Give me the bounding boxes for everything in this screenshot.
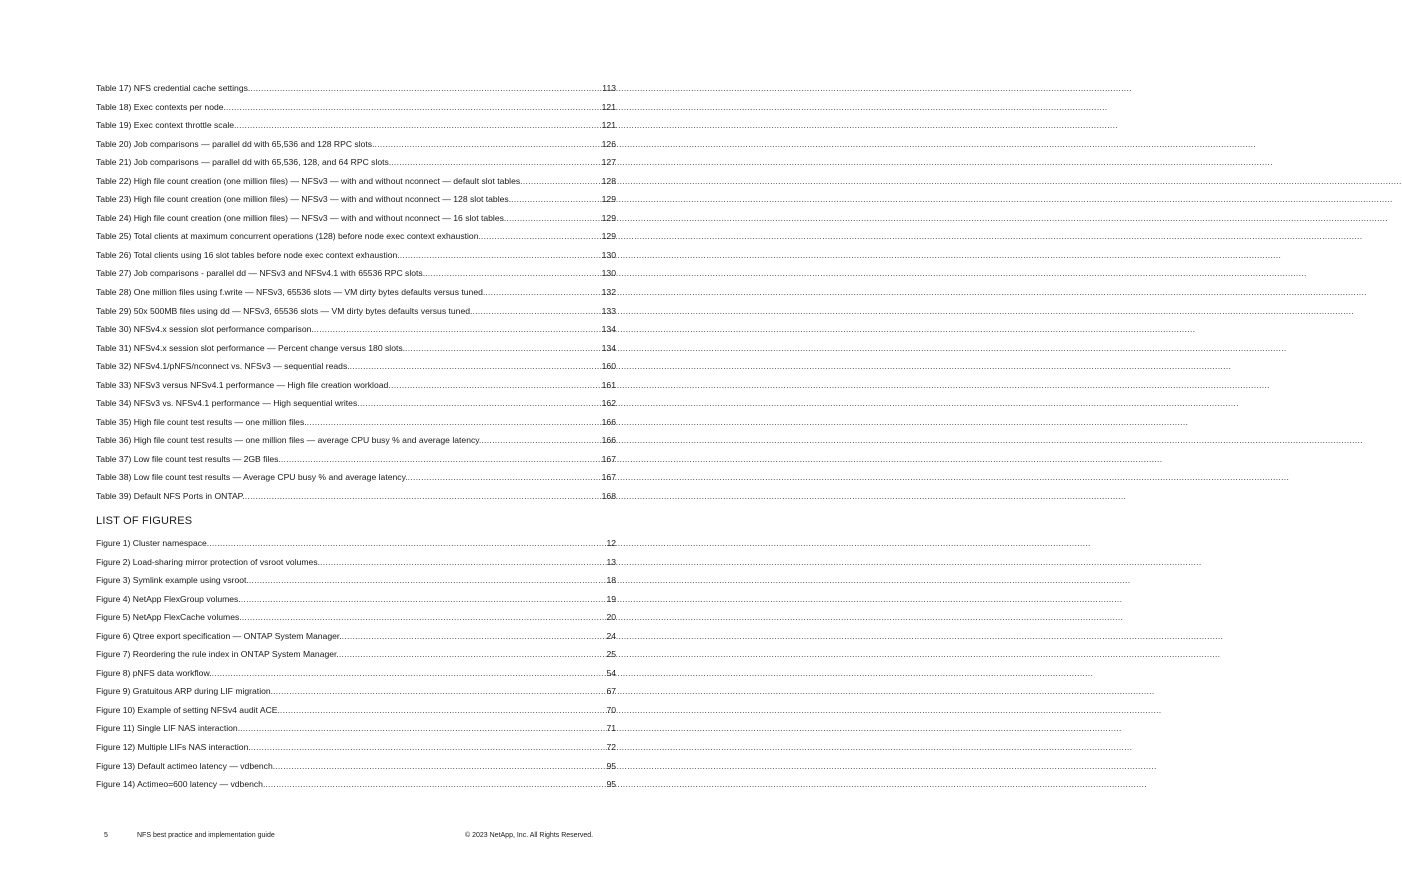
dot-leader	[339, 645, 606, 664]
table-entry[interactable]	[96, 98, 616, 117]
table-entry[interactable]	[96, 172, 616, 191]
dot-leader	[226, 98, 601, 117]
dot-leader	[391, 153, 600, 172]
dot-leader	[314, 320, 601, 339]
table-entry-page-number: 161	[601, 379, 616, 390]
table-entry-label: Table 36) High file count test results — one million files — average CPU busy % and average latency.	[96, 435, 482, 446]
figure-entry-label: Figure 11) Single LIF NAS interaction.	[96, 723, 241, 734]
table-entry-label: Table 23) High file count creation (one million files) — NFSv3 — with and without nconnect — 128 slot tables.	[96, 194, 512, 205]
table-entry-label: Table 28) One million files using f.write — NFSv3, 65536 slots — VM dirty bytes defaults versus tuned.	[96, 287, 486, 298]
figure-entry-label: Figure 5) NetApp FlexCache volumes.	[96, 612, 242, 623]
figure-entry[interactable]	[96, 608, 616, 627]
figure-entry-label: Figure 4) NetApp FlexGroup volumes.	[96, 593, 241, 604]
table-entry[interactable]	[96, 487, 616, 506]
table-entry[interactable]	[96, 264, 616, 283]
table-entry-label: Table 17) NFS credential cache settings.	[96, 83, 251, 93]
figure-entry-page-number: 12	[606, 538, 616, 548]
table-entry-page-number: 130	[601, 268, 616, 279]
figure-entry-page-number: 19	[606, 593, 616, 604]
table-entry-page-number: 129	[601, 194, 616, 205]
dot-leader	[375, 135, 601, 154]
figure-entry-label: Figure 10) Example of setting NFSv4 audit ACE.	[96, 704, 280, 715]
figure-entry-page-number: 25	[606, 649, 616, 660]
table-entry-page-number: 130	[601, 249, 616, 260]
table-entry-page-number: 127	[601, 157, 616, 168]
list-of-tables	[96, 79, 616, 506]
table-entry-label: Table 25) Total clients at maximum concurrent operations (128) before node exec context exhaustion.	[96, 231, 481, 242]
figure-entry[interactable]	[96, 775, 616, 794]
table-entry[interactable]	[96, 283, 616, 302]
dot-leader	[342, 627, 606, 646]
table-entry-label: Table 39) Default NFS Ports in ONTAP.	[96, 491, 245, 502]
dot-leader	[240, 719, 605, 738]
figure-entry[interactable]	[96, 738, 616, 757]
table-entry-label: Table 24) High file count creation (one million files) — NFSv3 — with and without nconnect — 16 slot tables.	[96, 212, 507, 223]
table-entry-label: Table 30) NFSv4.x session slot performance comparison.	[96, 324, 314, 335]
figure-entry-page-number: 72	[606, 742, 616, 753]
figure-entry-page-number: 13	[606, 556, 616, 567]
figure-entry-label: Figure 7) Reordering the rule index in ONTAP System Manager.	[96, 649, 339, 660]
figure-entry-label: Figure 12) Multiple LIFs NAS interaction.	[96, 742, 251, 753]
dot-leader	[275, 757, 605, 776]
table-entry-page-number: 168	[601, 491, 616, 502]
dot-leader	[388, 376, 600, 395]
list-of-figures	[96, 534, 616, 794]
figure-entry-page-number: 71	[606, 723, 616, 734]
table-entry[interactable]	[96, 357, 616, 376]
table-entry-page-number: 134	[601, 324, 616, 335]
dot-leader	[241, 590, 606, 609]
dot-leader	[506, 209, 600, 228]
table-entry-page-number: 113	[602, 83, 616, 93]
table-entry-page-number: 166	[601, 416, 616, 427]
table-entry-label: Table 26) Total clients using 16 slot tables before node exec context exhaustion.	[96, 249, 400, 260]
footer-page-number: 5	[104, 832, 108, 839]
figure-entry[interactable]	[96, 682, 616, 701]
figure-entry-page-number: 95	[606, 760, 616, 771]
table-entry-label: Table 35) High file count test results — one million files.	[96, 416, 307, 427]
dot-leader	[511, 190, 601, 209]
table-entry[interactable]	[96, 320, 616, 339]
figure-entry-label: Figure 1) Cluster namespace.	[96, 538, 210, 548]
figure-entry-page-number: 70	[606, 704, 616, 715]
dot-leader	[357, 394, 600, 413]
table-entry-page-number: 121	[601, 101, 616, 112]
figure-entry-page-number: 54	[606, 667, 616, 678]
table-entry-page-number: 126	[601, 138, 616, 149]
table-entry[interactable]	[96, 376, 616, 395]
table-entry-label: Table 29) 50x 500MB files using dd — NFSv3, 65536 slots — VM dirty bytes defaults versus tuned.	[96, 305, 473, 316]
figure-entry-label: Figure 14) Actimeo=600 latency — vdbench.	[96, 779, 266, 790]
dot-leader	[425, 264, 601, 283]
dot-leader	[281, 450, 601, 469]
table-entry[interactable]	[96, 431, 616, 450]
table-entry-page-number: 128	[601, 175, 616, 186]
table-entry-label: Table 37) Low file count test results — 2GB files.	[96, 453, 281, 464]
dot-leader	[405, 339, 601, 358]
table-entry-page-number: 160	[601, 361, 616, 372]
table-entry-page-number: 129	[601, 212, 616, 223]
figure-entry[interactable]	[96, 627, 616, 646]
figure-entry-page-number: 67	[606, 686, 616, 697]
table-entry-page-number: 166	[601, 435, 616, 446]
table-entry[interactable]	[96, 153, 616, 172]
figure-entry[interactable]	[96, 645, 616, 664]
figure-entry-page-number: 24	[606, 630, 616, 641]
dot-leader	[212, 664, 606, 683]
dot-leader	[273, 682, 605, 701]
table-entry-label: Table 34) NFSv3 vs. NFSv4.1 performance — High sequential writes	[96, 398, 358, 409]
dot-leader	[520, 172, 600, 191]
table-entry-page-number: 134	[601, 342, 616, 353]
figure-entry-label: Figure 9) Gratuitous ARP during LIF migration.	[96, 686, 274, 697]
figure-entry-label: Figure 13) Default actimeo latency — vdbench.	[96, 760, 276, 771]
figure-entry[interactable]	[96, 757, 616, 776]
list-of-figures-heading: LIST OF FIGURES	[96, 515, 193, 527]
figure-entry[interactable]	[96, 590, 616, 609]
dot-leader	[242, 608, 606, 627]
dot-leader	[251, 738, 606, 757]
dot-leader	[236, 116, 600, 135]
table-entry-page-number: 167	[601, 453, 616, 464]
table-entry-page-number: 133	[601, 305, 616, 316]
dot-leader	[307, 413, 601, 432]
dot-leader	[481, 227, 601, 246]
figure-entry-label: Figure 3) Symlink example using vsroot.	[96, 575, 249, 586]
table-entry-label: Table 27) Job comparisons - parallel dd — NFSv3 and NFSv4.1 with 65536 RPC slots.	[96, 268, 426, 279]
figure-entry[interactable]	[96, 534, 616, 553]
figure-entry-label: Figure 6) Qtree export specification — ONTAP System Manager.	[96, 630, 342, 641]
table-entry-label: Table 22) High file count creation (one million files) — NFSv3 — with and without nconnect — default slot tables	[96, 175, 521, 186]
table-entry-label: Table 21) Job comparisons — parallel dd with 65,536, 128, and 64 RPC slots.	[96, 157, 392, 168]
dot-leader	[481, 431, 600, 450]
table-entry[interactable]	[96, 450, 616, 469]
table-entry[interactable]	[96, 135, 616, 154]
table-entry-page-number: 162	[601, 398, 616, 409]
table-entry[interactable]	[96, 394, 616, 413]
dot-leader	[320, 553, 605, 572]
dot-leader	[400, 246, 601, 265]
dot-leader	[280, 701, 606, 720]
figure-entry-page-number: 20	[606, 612, 616, 623]
table-entry[interactable]	[96, 116, 616, 135]
table-entry[interactable]	[96, 209, 616, 228]
dot-leader	[408, 468, 601, 487]
table-entry-label: Table 19) Exec context throttle scale.	[96, 120, 237, 131]
footer-copyright: © 2023 NetApp, Inc. All Rights Reserved.	[465, 832, 594, 839]
footer-doc-title: NFS best practice and implementation guide	[137, 832, 275, 839]
figure-entry[interactable]	[96, 719, 616, 738]
figure-entry-page-number: 18	[606, 575, 616, 586]
dot-leader	[350, 357, 601, 376]
table-entry[interactable]	[96, 246, 616, 265]
table-entry-label: Table 31) NFSv4.x session slot performance — Percent change versus 180 slots.	[96, 342, 406, 353]
table-entry[interactable]	[96, 79, 616, 98]
dot-leader	[245, 487, 601, 506]
dot-leader	[249, 571, 606, 590]
table-entry-page-number: 167	[601, 472, 616, 483]
table-entry-label: Table 20) Job comparisons — parallel dd with 65,536 and 128 RPC slots.	[96, 138, 375, 149]
figure-entry[interactable]	[96, 701, 616, 720]
dot-leader	[485, 283, 600, 302]
table-entry-label: Table 33) NFSv3 versus NFSv4.1 performance — High file creation workload	[96, 379, 389, 390]
table-entry[interactable]	[96, 190, 616, 209]
table-entry[interactable]	[96, 339, 616, 358]
table-entry[interactable]	[96, 227, 616, 246]
figure-entry[interactable]	[96, 553, 616, 572]
figure-entry-label: Figure 2) Load-sharing mirror protection of vsroot volumes.	[96, 556, 321, 567]
dot-leader	[250, 79, 601, 98]
figure-entry-page-number: 95	[606, 779, 616, 790]
dot-leader	[209, 534, 605, 553]
dot-leader	[472, 302, 600, 321]
figure-entry[interactable]	[96, 664, 616, 683]
table-entry-page-number: 121	[601, 120, 616, 131]
table-entry[interactable]	[96, 468, 616, 487]
table-entry-page-number: 132	[601, 287, 616, 298]
table-entry-label: Table 18) Exec contexts per node.	[96, 101, 226, 112]
table-entry-page-number: 129	[601, 231, 616, 242]
figure-entry-label: Figure 8) pNFS data workflow.	[96, 667, 212, 678]
table-entry-label: Table 38) Low file count test results — Average CPU busy % and average latency.	[96, 472, 408, 483]
figure-entry[interactable]	[96, 571, 616, 590]
table-entry-label: Table 32) NFSv4.1/pNFS/nconnect vs. NFSv3 — sequential reads.	[96, 361, 350, 372]
dot-leader	[265, 775, 605, 794]
table-entry[interactable]	[96, 413, 616, 432]
table-entry[interactable]	[96, 302, 616, 321]
